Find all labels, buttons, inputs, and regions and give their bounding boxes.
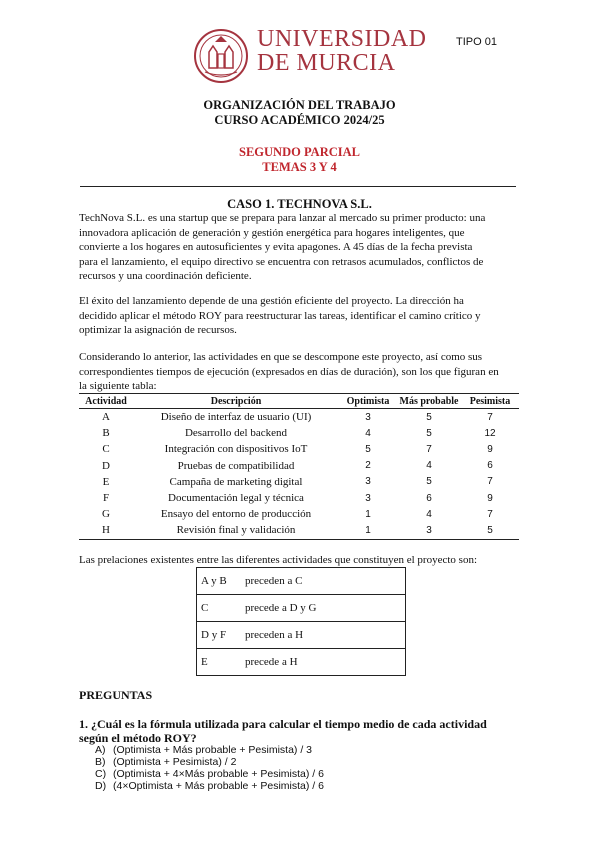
optimistic-value: 3 [365, 476, 371, 488]
table-row [197, 568, 406, 595]
activity-description: Integración con dispositivos IoT [164, 443, 308, 456]
optimistic-value: 1 [365, 508, 371, 520]
university-seal-logo [193, 28, 253, 84]
most-probable-value: 5 [426, 476, 432, 488]
table-row [79, 474, 519, 490]
pessimistic-value: 7 [487, 411, 493, 423]
pessimistic-value: 7 [487, 508, 493, 520]
paragraph-line: recursos y una coordinación deficiente. [79, 270, 252, 283]
precedences-table [196, 567, 406, 676]
case-paragraph-3 [79, 350, 519, 394]
activity-id: D [102, 459, 110, 472]
activity-description: Campaña de marketing digital [169, 475, 303, 488]
precedence-left: A y B [197, 568, 242, 595]
header-activity: Actividad [79, 394, 133, 409]
option-a[interactable] [95, 744, 324, 756]
exam-title-line2: TEMAS 3 Y 4 [262, 160, 337, 174]
option-text: (Optimista + Pesimista) / 2 [113, 756, 237, 768]
pessimistic-value: 9 [487, 443, 493, 455]
most-probable-value: 5 [426, 411, 432, 423]
pessimistic-value: 7 [487, 476, 493, 488]
header-optimistic: Optimista [339, 394, 397, 409]
optimistic-value: 2 [365, 460, 371, 472]
table-row [79, 425, 519, 441]
activity-id: E [102, 475, 110, 488]
most-probable-value: 7 [426, 443, 432, 455]
table-row [79, 506, 519, 522]
paragraph-line: TechNova S.L. es una startup que se prepara para lanzar al mercado su primer producto: una [79, 212, 486, 224]
most-probable-value: 3 [397, 522, 461, 539]
precedence-left: D y F [197, 622, 242, 649]
header-pessimistic: Pesimista [461, 394, 519, 409]
option-label: B) [95, 756, 106, 768]
most-probable-value: 4 [426, 460, 432, 472]
paragraph-line: correspondientes tiempos de ejecución (expresados en días de duración), son los que figuran en [79, 365, 499, 378]
most-probable-value: 4 [426, 508, 432, 520]
question-1-options [95, 744, 324, 792]
exam-title-line1: SEGUNDO PARCIAL [239, 145, 360, 159]
option-b[interactable] [95, 756, 324, 768]
activity-description: Pruebas de compatibilidad [177, 459, 295, 472]
optimistic-value: 1 [339, 522, 397, 539]
precedence-right: precede a D y G [241, 595, 406, 622]
paragraph-line: decidido aplicar el método ROY para reestructurar las tareas, identificar el camino crítico y [79, 309, 481, 322]
paragraph-line: la siguiente tabla: [79, 380, 157, 393]
paragraph-line: innovadora aplicación de generación y gestión energética para hogares inteligentes, que [79, 226, 465, 239]
pessimistic-value: 12 [484, 427, 496, 439]
optimistic-value: 4 [365, 427, 371, 439]
precedence-right: preceden a C [241, 568, 406, 595]
paragraph-line: El éxito del lanzamiento depende de una gestión eficiente del proyecto. La dirección ha [79, 295, 464, 307]
paragraph-line: Considerando lo anterior, las actividades en que se descompone este proyecto, así como sus [79, 351, 483, 363]
table-row [197, 649, 406, 676]
table-header-row [79, 394, 519, 409]
university-name-line1: UNIVERSIDAD [257, 26, 427, 52]
horizontal-divider [80, 186, 516, 187]
optimistic-value: 3 [365, 492, 371, 504]
activity-id: G [102, 508, 110, 521]
option-label: A) [95, 744, 106, 756]
course-title [0, 98, 599, 128]
activity-id: A [102, 411, 110, 424]
table-row [79, 490, 519, 506]
activity-description: Desarrollo del backend [184, 427, 287, 440]
activity-description: Diseño de interfaz de usuario (UI) [160, 411, 312, 424]
course-title-line2: CURSO ACADÉMICO 2024/25 [214, 113, 385, 127]
paragraph-line: convierte a los hogares en autosuficientes y evita apagones. A 45 días de la fecha prevista [79, 241, 473, 254]
activity-description: Ensayo del entorno de producción [160, 508, 312, 521]
pessimistic-value: 9 [487, 492, 493, 504]
option-text: (4×Optimista + Más probable + Pesimista) / 6 [113, 780, 324, 792]
table-row [79, 409, 519, 426]
activity-id: H [79, 522, 133, 539]
course-title-line1: ORGANIZACIÓN DEL TRABAJO [203, 98, 396, 112]
optimistic-value: 5 [365, 443, 371, 455]
table-row [79, 458, 519, 474]
header-description: Descripción [133, 394, 339, 409]
activities-table [79, 393, 519, 540]
table-row [79, 522, 519, 539]
case-title: CASO 1. TECHNOVA S.L. [227, 197, 372, 211]
option-text: (Optimista + 4×Más probable + Pesimista) / 6 [113, 768, 324, 780]
option-label: C) [95, 768, 107, 780]
exam-type-label: TIPO 01 [456, 36, 497, 48]
university-name [257, 27, 427, 75]
exam-title [0, 145, 599, 175]
most-probable-value: 6 [426, 492, 432, 504]
precedences-intro: Las prelaciones existentes entre las diferentes actividades que constituyen el proyecto son: [79, 554, 477, 566]
activity-id: F [102, 492, 110, 505]
precedence-left: C [197, 595, 242, 622]
option-label: D) [95, 780, 107, 792]
table-row [197, 595, 406, 622]
pessimistic-value: 5 [461, 522, 519, 539]
option-d[interactable] [95, 780, 324, 792]
case-paragraph-1 [79, 211, 519, 284]
questions-heading: PREGUNTAS [79, 688, 153, 702]
pessimistic-value: 6 [487, 460, 493, 472]
header-most-probable: Más probable [397, 394, 461, 409]
paragraph-line: para el lanzamiento, el equipo directivo se encuentra con retrasos acumulados, conflictos de [79, 255, 484, 268]
case-paragraph-2 [79, 294, 519, 338]
precedence-right: preceden a H [241, 622, 406, 649]
activity-description: Revisión final y validación [133, 522, 339, 539]
table-row [79, 441, 519, 457]
university-name-line2: DE MURCIA [257, 50, 396, 76]
table-row [197, 622, 406, 649]
option-text: (Optimista + Más probable + Pesimista) / 3 [113, 744, 312, 756]
precedence-right: precede a H [241, 649, 406, 676]
activity-description: Documentación legal y técnica [168, 492, 304, 505]
optimistic-value: 3 [365, 411, 371, 423]
paragraph-line: optimizar la asignación de recursos. [79, 324, 237, 337]
most-probable-value: 5 [426, 427, 432, 439]
precedence-left: E [197, 649, 242, 676]
activity-id: C [102, 443, 110, 456]
option-c[interactable] [95, 768, 324, 780]
activity-id: B [102, 427, 110, 440]
question-1-text: 1. ¿Cuál es la fórmula utilizada para calcular el tiempo medio de cada actividad según el método ROY? [79, 717, 487, 745]
